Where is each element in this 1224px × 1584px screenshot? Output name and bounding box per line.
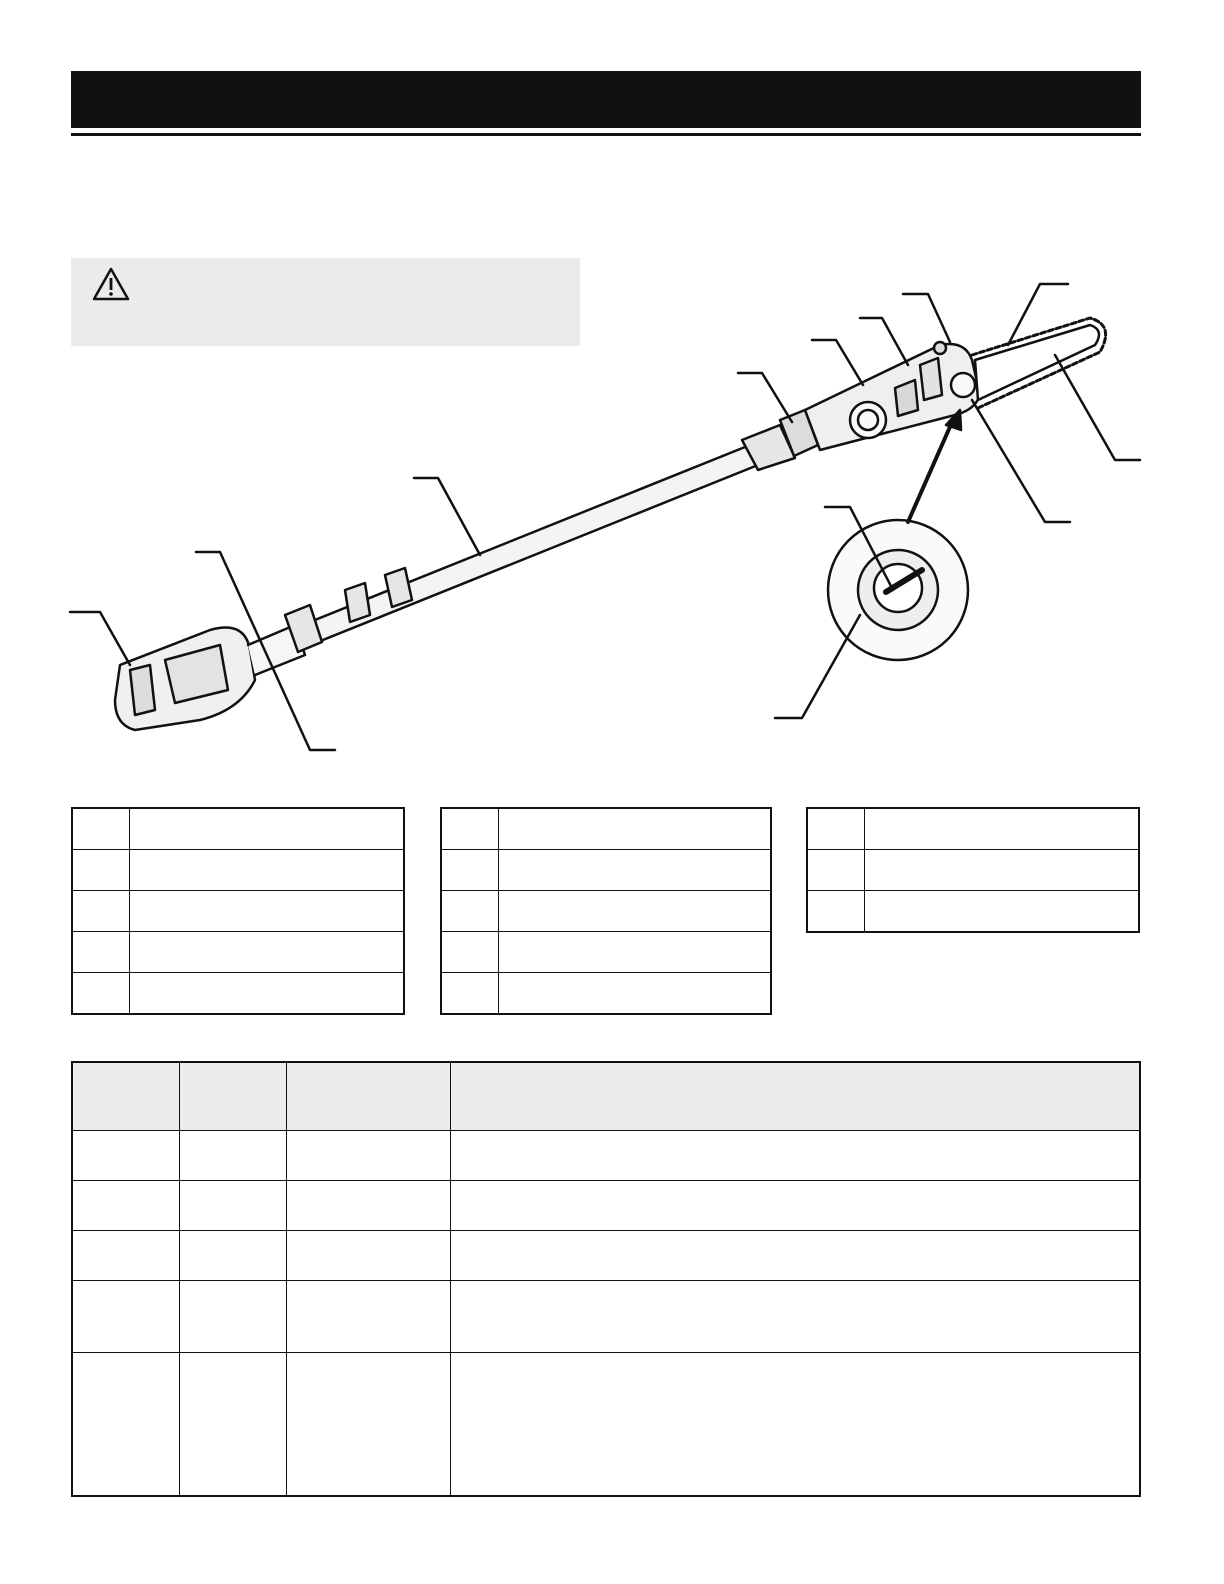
table-row	[441, 932, 771, 973]
symbols-table	[71, 1061, 1141, 1497]
table-row	[72, 1131, 1140, 1181]
table-row	[441, 850, 771, 891]
key-number-cell	[72, 808, 130, 850]
key-label-cell	[499, 891, 772, 932]
key-number-cell	[72, 973, 130, 1015]
table-header-row	[72, 1062, 1140, 1131]
table-row	[807, 850, 1139, 891]
key-number-cell	[441, 808, 499, 850]
key-number-cell	[441, 891, 499, 932]
key-label-cell	[499, 932, 772, 973]
section-header-rule	[71, 133, 1141, 136]
column-header	[450, 1062, 1140, 1131]
table-row	[72, 1231, 1140, 1281]
table-row	[441, 973, 771, 1015]
table-cell	[72, 1131, 179, 1181]
column-header	[72, 1062, 179, 1131]
key-label-cell	[130, 973, 405, 1015]
key-number-cell	[441, 973, 499, 1015]
table-row	[72, 850, 404, 891]
key-label-cell	[130, 808, 405, 850]
key-number-cell	[441, 932, 499, 973]
section-header-bar	[71, 71, 1141, 128]
table-cell	[179, 1281, 286, 1353]
table-row	[807, 808, 1139, 850]
key-label-cell	[130, 850, 405, 891]
key-label-cell	[499, 973, 772, 1015]
table-cell	[72, 1281, 179, 1353]
table-cell	[286, 1131, 450, 1181]
table-cell	[286, 1353, 450, 1497]
table-cell	[179, 1231, 286, 1281]
key-number-cell	[807, 891, 865, 933]
key-label-cell	[130, 932, 405, 973]
key-label-cell	[865, 808, 1140, 850]
key-number-cell	[72, 850, 130, 891]
pole-saw-illustration	[60, 270, 1150, 770]
table-row	[72, 973, 404, 1015]
key-label-cell	[130, 891, 405, 932]
parts-key-table-1	[71, 807, 405, 1015]
key-label-cell	[499, 808, 772, 850]
table-cell	[450, 1281, 1140, 1353]
table-row	[441, 891, 771, 932]
table-cell	[72, 1353, 179, 1497]
table-cell	[286, 1231, 450, 1281]
parts-key-table-2	[440, 807, 772, 1015]
key-label-cell	[865, 891, 1140, 933]
column-header	[179, 1062, 286, 1131]
table-cell	[72, 1231, 179, 1281]
table-cell	[179, 1131, 286, 1181]
parts-key-table-3	[806, 807, 1140, 933]
key-number-cell	[807, 808, 865, 850]
key-number-cell	[72, 932, 130, 973]
table-cell	[72, 1181, 179, 1231]
table-cell	[286, 1281, 450, 1353]
table-row	[72, 1281, 1140, 1353]
table-row	[807, 891, 1139, 933]
key-number-cell	[441, 850, 499, 891]
table-row	[72, 932, 404, 973]
table-row	[72, 808, 404, 850]
key-label-cell	[499, 850, 772, 891]
key-number-cell	[807, 850, 865, 891]
table-cell	[179, 1181, 286, 1231]
key-number-cell	[72, 891, 130, 932]
table-row	[441, 808, 771, 850]
table-cell	[450, 1231, 1140, 1281]
table-cell	[450, 1353, 1140, 1497]
table-row	[72, 1353, 1140, 1497]
table-cell	[286, 1181, 450, 1231]
table-cell	[179, 1353, 286, 1497]
column-header	[286, 1062, 450, 1131]
table-cell	[450, 1181, 1140, 1231]
table-cell	[450, 1131, 1140, 1181]
table-row	[72, 1181, 1140, 1231]
key-label-cell	[865, 850, 1140, 891]
table-row	[72, 891, 404, 932]
